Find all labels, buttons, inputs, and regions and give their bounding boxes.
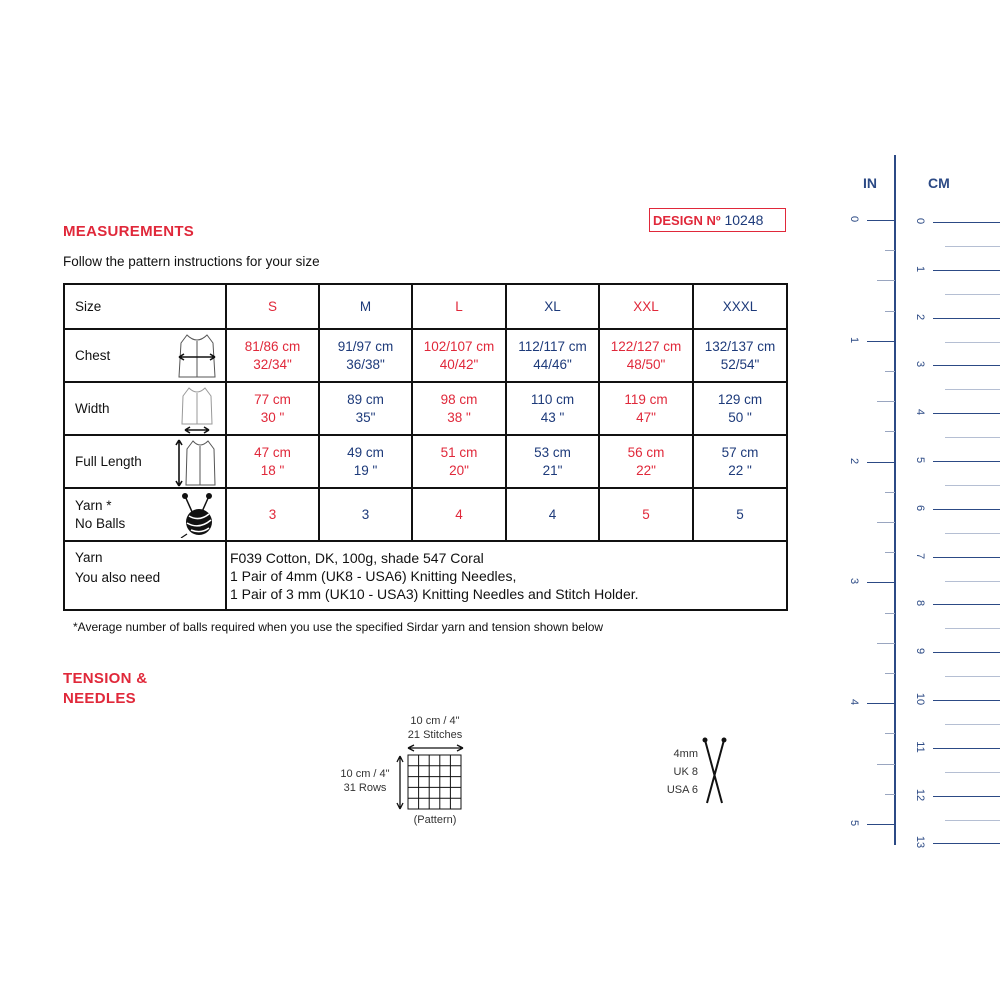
tension-heading-line2: NEEDLES (63, 690, 136, 707)
design-number-box (649, 208, 786, 232)
yarn-ball-icon (179, 492, 219, 538)
tension-height-measure: 10 cm / 4" (340, 768, 390, 780)
size-label: Size (64, 284, 226, 329)
inch-tick-label: 3 (848, 578, 860, 585)
inch-tick-label: 5 (848, 819, 860, 827)
cm-major-tick (933, 365, 1000, 366)
table-row (64, 382, 787, 435)
cm-tick-label: 13 (914, 836, 926, 849)
row-label: Full Length (75, 453, 142, 469)
chest-l: 102/107 cm 40/42" (412, 329, 506, 382)
inch-major-tick (867, 220, 895, 221)
tension-width-measure: 10 cm / 4" (410, 715, 460, 727)
tension-rows: 31 Rows (343, 782, 387, 794)
size-l: L (412, 284, 506, 329)
cm-major-tick (933, 461, 1000, 462)
cm-minor-tick (945, 246, 1000, 247)
size-s: S (226, 284, 319, 329)
size-xxl: XXL (599, 284, 693, 329)
cm-minor-tick (945, 581, 1000, 582)
inch-minor-tick (885, 673, 895, 674)
inch-minor-tick (885, 250, 895, 251)
width-l: 98 cm 38 " (412, 382, 506, 435)
needle-size-mm: 4mm (673, 748, 698, 760)
cm-minor-tick (945, 628, 1000, 629)
ruler-in-label: IN (863, 175, 877, 191)
cm-minor-tick (945, 724, 1000, 725)
cm-tick-label: 9 (914, 648, 926, 655)
length-xl: 53 cm 21" (506, 435, 599, 488)
chest-xxxl: 132/137 cm 52/54" (693, 329, 787, 382)
inch-minor-tick (877, 643, 895, 644)
cm-tick-label: 5 (914, 456, 926, 464)
cm-tick-label: 10 (914, 692, 926, 706)
cm-minor-tick (945, 772, 1000, 773)
cm-major-tick (933, 270, 1000, 271)
design-number: 10248 (724, 212, 764, 228)
cm-major-tick (933, 222, 1000, 223)
inch-tick-label: 2 (848, 457, 860, 464)
yarn-balls-label: Yarn * No Balls (64, 488, 226, 541)
cm-minor-tick (945, 676, 1000, 677)
tension-pattern: (Pattern) (413, 814, 457, 826)
inch-tick-label: 0 (848, 215, 860, 223)
inch-major-tick (867, 582, 895, 583)
knitting-needles-icon (700, 735, 730, 807)
row-label: Chest (75, 347, 111, 363)
cm-tick-label: 2 (914, 313, 926, 320)
table-row (64, 435, 787, 488)
inch-minor-tick (877, 280, 895, 281)
cm-minor-tick (945, 437, 1000, 438)
measurements-table (63, 283, 788, 611)
inch-minor-tick (885, 552, 895, 553)
chest-m: 91/97 cm 36/38" (319, 329, 412, 382)
balls-xxl: 5 (599, 488, 693, 541)
table-row (64, 329, 787, 382)
cm-major-tick (933, 748, 1000, 749)
cm-minor-tick (945, 533, 1000, 534)
inch-minor-tick (885, 794, 895, 795)
inch-major-tick (867, 824, 895, 825)
width-xxl: 119 cm 47" (599, 382, 693, 435)
row-label: Width (75, 400, 110, 416)
cm-major-tick (933, 700, 1000, 701)
length-xxxl: 57 cm 22 " (693, 435, 787, 488)
inch-minor-tick (885, 371, 895, 372)
chest-garment-icon (175, 333, 219, 381)
cm-major-tick (933, 413, 1000, 414)
chest-s: 81/86 cm 32/34" (226, 329, 319, 382)
size-row (64, 284, 787, 329)
cm-major-tick (933, 843, 1000, 844)
measurements-heading: MEASUREMENTS (63, 223, 195, 240)
chest-xl: 112/117 cm 44/46" (506, 329, 599, 382)
yarn-value: F039 Cotton, DK, 100g, shade 547 Coral (230, 550, 484, 566)
width-m: 89 cm 35" (319, 382, 412, 435)
design-label: DESIGN Nº (653, 213, 721, 228)
size-xl: XL (506, 284, 599, 329)
cm-major-tick (933, 604, 1000, 605)
cm-tick-label: 7 (914, 552, 926, 559)
cm-minor-tick (945, 342, 1000, 343)
inch-major-tick (867, 462, 895, 463)
inch-minor-tick (885, 431, 895, 432)
yarn-row (64, 541, 787, 610)
cm-tick-label: 0 (914, 217, 926, 225)
footnote: *Average number of balls required when you use the specified Sirdar yarn and tension shown below (73, 620, 604, 634)
cm-minor-tick (945, 820, 1000, 821)
chest-xxl: 122/127 cm 48/50" (599, 329, 693, 382)
full-length-label (64, 435, 226, 488)
needles-line-2: 1 Pair of 3 mm (UK10 - USA3) Knitting Needles and Stitch Holder. (230, 586, 639, 602)
inch-minor-tick (877, 522, 895, 523)
needles-line-1: 1 Pair of 4mm (UK8 - USA6) Knitting Needles, (230, 568, 517, 584)
width-xl: 110 cm 43 " (506, 382, 599, 435)
cm-major-tick (933, 652, 1000, 653)
inch-major-tick (867, 341, 895, 342)
measurements-subtitle: Follow the pattern instructions for your size (63, 254, 320, 269)
length-m: 49 cm 19 " (319, 435, 412, 488)
yarn-labels: Yarn You also need (64, 541, 226, 610)
balls-l: 4 (412, 488, 506, 541)
length-l: 51 cm 20" (412, 435, 506, 488)
length-garment-icon (175, 439, 219, 487)
inch-minor-tick (885, 613, 895, 614)
width-xxxl: 129 cm 50 " (693, 382, 787, 435)
length-s: 47 cm 18 " (226, 435, 319, 488)
inch-minor-tick (885, 733, 895, 734)
inch-minor-tick (885, 492, 895, 493)
balls-xxxl: 5 (693, 488, 787, 541)
cm-minor-tick (945, 294, 1000, 295)
balls-s: 3 (226, 488, 319, 541)
width-label (64, 382, 226, 435)
size-m: M (319, 284, 412, 329)
size-xxxl: XXXL (693, 284, 787, 329)
cm-tick-label: 8 (914, 600, 926, 607)
inch-tick-label: 1 (848, 336, 860, 343)
table-row (64, 488, 787, 541)
tension-swatch-grid-icon (395, 740, 470, 812)
cm-tick-label: 12 (914, 788, 926, 801)
length-xxl: 56 cm 22" (599, 435, 693, 488)
inch-minor-tick (877, 764, 895, 765)
cm-major-tick (933, 557, 1000, 558)
balls-xl: 4 (506, 488, 599, 541)
cm-tick-label: 4 (914, 409, 926, 416)
cm-major-tick (933, 796, 1000, 797)
ruler-spine (894, 155, 896, 845)
cm-tick-label: 1 (914, 265, 926, 272)
inch-minor-tick (877, 401, 895, 402)
cm-tick-label: 11 (914, 741, 926, 753)
inch-minor-tick (885, 311, 895, 312)
tension-heading-line1: TENSION & (63, 670, 148, 687)
cm-minor-tick (945, 389, 1000, 390)
width-s: 77 cm 30 " (226, 382, 319, 435)
cm-major-tick (933, 318, 1000, 319)
cm-minor-tick (945, 485, 1000, 486)
width-garment-icon (175, 386, 219, 434)
inch-major-tick (867, 703, 895, 704)
cm-major-tick (933, 509, 1000, 510)
cm-tick-label: 3 (914, 361, 926, 368)
yarn-details (226, 541, 787, 610)
ruler-cm-label: CM (928, 175, 950, 191)
needle-size-uk: UK 8 (673, 766, 698, 778)
inch-tick-label: 4 (848, 699, 860, 706)
tension-stitches: 21 Stitches (407, 729, 463, 741)
chest-label (64, 329, 226, 382)
needle-size-usa: USA 6 (666, 784, 698, 796)
cm-tick-label: 6 (914, 504, 926, 511)
balls-m: 3 (319, 488, 412, 541)
